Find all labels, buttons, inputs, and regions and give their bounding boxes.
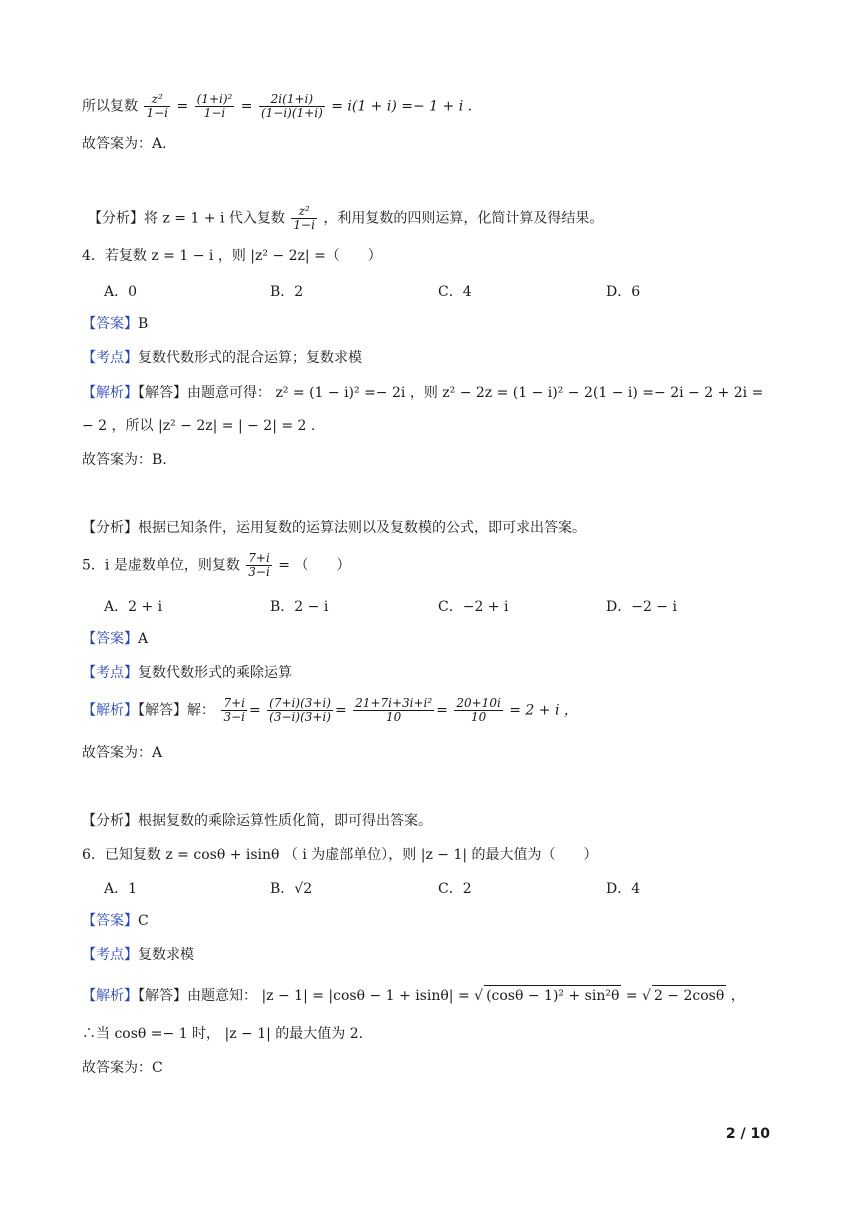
answer-line [82,911,149,931]
solution-tag: 【解析】 [82,702,138,719]
fraction: $\frac{(7+i)(3+i)}{(3-i)(3+i)}$ [269,696,331,724]
question-stem: 6．已知复数 z = cosθ + isinθ （ i 为虚部单位），则 |z − 1| 的最大值为（ ） [82,847,598,863]
point-text: 复数求模 [138,947,194,963]
fraction: $\frac{7+i}{3-i}$ [248,551,270,579]
page-number: 2 / 10 [725,1126,770,1142]
answer-tag: 【答案】 [82,913,138,929]
question-stem: 4．若复数 z = 1 − i ，则 |z² − 2z| =（ ） [82,248,382,264]
point-line [82,348,362,368]
solution-line [82,985,745,1006]
analysis-tag: 【分析】 [82,520,138,536]
option-c: C．−2 + i [438,599,509,615]
fraction: $\frac{\text{(1+i)²}}{1-i}$ [196,92,233,120]
answer-line [82,629,148,649]
answer-value: B [138,316,149,332]
analysis-text: 根据已知条件，运用复数的运算法则以及复数模的公式，即可求出答案。 [138,520,586,536]
option-b: B．√2 [270,881,313,897]
solution-line [82,93,472,120]
option-d: D．4 [606,881,641,897]
analysis-tag: 【分析】 [82,813,138,829]
option-b: B．2 − i [270,599,329,615]
solution-line-2: ∴当 cosθ =− 1 时， |z − 1| 的最大值为 2. [82,1026,364,1042]
text: 所以复数 [82,98,138,115]
fraction: $\frac{2i(1+i)}{(1-i)(1+i)}$ [260,92,323,120]
point-tag: 【考点】 [82,947,138,963]
equals: = [240,98,253,115]
sqrt-icon: √ [474,988,484,1004]
answer-value: A [138,631,149,647]
fraction: $\frac{\text{21+7i+3i+i²}}{10}$ [355,696,433,724]
text: 【解答】由题意知： |z − 1| = |cosθ − 1 + isinθ| = [138,988,470,1004]
solution-text: 【解答】由题意可得： z² = (1 − i)² =− 2i ，则 z² − 2z = (1 − i)² − 2(1 − i) =− 2i − 2 + 2i = [138,385,764,401]
text: ， [730,988,745,1004]
equals: = [176,98,189,115]
solution-tag: 【解析】 [82,385,138,401]
final-answer: 故答案为：C [82,1060,163,1076]
point-line [82,663,292,683]
text: 【解答】解： [138,702,215,719]
sqrt-icon: √ [642,988,651,1004]
fraction: $\frac{\text{z²}}{1-i}$ [293,204,315,232]
solution-tag: 【解析】 [82,988,138,1004]
answer-tag: 【答案】 [82,631,138,647]
option-a: A．0 [104,284,138,300]
analysis-text: 根据复数的乘除运算性质化简，即可得出答案。 [138,813,432,829]
analysis-line [82,518,586,538]
final-answer: 故答案为：A. [82,136,167,152]
point-tag: 【考点】 [82,350,138,366]
sqrt-expression: (cosθ − 1)² + sin²θ [484,985,621,1006]
answer-line [82,314,148,334]
option-a: A．1 [104,881,138,897]
option-b: B．2 [270,284,304,300]
analysis-line [88,205,603,232]
point-line [82,945,194,965]
final-answer: 故答案为：A [82,745,163,761]
point-text: 复数代数形式的乘除运算 [138,665,292,681]
answer-value: C [138,913,149,929]
option-a: A．2 + i [104,599,163,615]
final-answer: 故答案为：B. [82,452,167,468]
solution-line: 【解析】【解答】解： $\frac{7+i}{3-i}$ = $\frac{(7+i)(3+i)}{(3-i)(3+i)}$ = $\frac{\text{21+7i+3i+i²}}{10}$ = $\frac{20+10i}{10}$ = 2 + i ， [82,696,578,724]
fraction: $\frac{\text{z²}}{1-i}$ [146,92,168,120]
fraction: $\frac{20+10i}{10}$ [456,696,501,724]
analysis-line [82,811,432,831]
sqrt-expression: 2 − 2cosθ [652,985,726,1006]
question-stem [82,552,350,579]
solution-line [82,383,763,403]
fraction: $\frac{7+i}{3-i}$ [223,696,245,724]
math-tail: = i(1 + i) =− 1 + i . [331,98,473,115]
text: 将 z = 1 + i 代入复数 [144,210,285,227]
text: = 2 + i ， [509,702,578,719]
solution-line-2: − 2 ，所以 |z² − 2z| = | − 2| = 2 . [82,418,316,434]
point-tag: 【考点】 [82,665,138,681]
option-d: D．−2 − i [606,599,677,615]
text: 5．i 是虚数单位，则复数 [82,557,240,574]
analysis-tag: 【分析】 [88,210,144,227]
option-d: D．6 [606,284,641,300]
point-text: 复数代数形式的混合运算；复数求模 [138,350,362,366]
answer-tag: 【答案】 [82,316,138,332]
option-c: C．2 [438,881,472,897]
option-c: C．4 [438,284,472,300]
text: = （ ） [278,557,351,574]
text: ，利用复数的四则运算，化简计算及得结果。 [323,210,604,227]
equals: = [625,988,638,1004]
